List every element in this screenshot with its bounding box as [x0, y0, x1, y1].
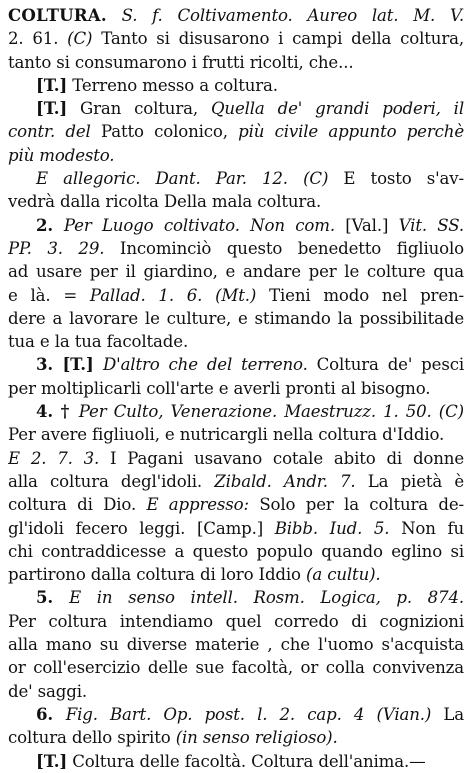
entry-text: Non fu — [389, 518, 464, 538]
sense-marker: [T.] — [36, 74, 68, 95]
entry-text: Terreno messo a coltura. — [67, 75, 278, 95]
sense-marker: 4. † — [36, 401, 79, 422]
entry-text: partirono dalla coltura di loro Iddio — [8, 565, 307, 585]
entry-text: tanto si consumarono i frutti ricolti, che... — [8, 52, 354, 72]
entry-text: Pallad. 1. 6. (Mt.) — [89, 285, 257, 305]
entry-text: or coll'esercizio delle sue facoltà, or colla convivenza — [8, 658, 464, 678]
entry-text: Coltura delle facoltà. Coltura dell'anima.— — [67, 751, 426, 771]
entry-text: Bibb. Iud. 5. — [274, 518, 390, 538]
entry-text: Fig. Bart. Op. post. l. 2. cap. 4 (Vian.) — [65, 704, 432, 724]
entry-line — [8, 703, 464, 726]
entry-text: alla mano su diverse materie , che l'uomo s'acquista — [8, 635, 464, 655]
entry-text: Vit. SS. — [398, 215, 464, 235]
entry-line — [8, 563, 464, 586]
entry-line — [8, 610, 464, 633]
entry-text: Per Culto, Venerazione. Maestruzz. 1. 50. (C) — [78, 402, 464, 422]
entry-line — [8, 400, 464, 423]
entry-line — [8, 447, 464, 470]
entry-line — [8, 4, 464, 27]
entry-line — [8, 586, 464, 609]
sense-marker: [T.] — [62, 354, 103, 375]
entry-line — [8, 27, 464, 50]
entry-text: E allegoric. Dant. Par. 12. (C) — [36, 169, 329, 189]
entry-text: tua e la tua facoltade. — [8, 332, 189, 352]
entry-line — [8, 353, 464, 376]
entry-line — [8, 97, 464, 120]
entry-line — [8, 493, 464, 516]
entry-text: più modesto. — [8, 145, 115, 165]
entry-text: ad usare per il giardino, e andare per le colture qua — [8, 262, 464, 282]
entry-text: contr. del — [8, 122, 91, 142]
entry-text: e là. = — [8, 285, 90, 305]
entry-text: vedrà dalla ricolta Della mala coltura. — [8, 192, 322, 212]
entry-line — [8, 470, 464, 493]
entry-line — [8, 74, 464, 97]
entry-text: E appresso: — [146, 495, 249, 515]
entry-text: I Pagani usavano cotale abito di donne — [99, 448, 464, 468]
entry-line — [8, 750, 464, 773]
entry-line — [8, 656, 464, 679]
headword: COLTURA. — [8, 5, 107, 25]
sense-marker: [T.] — [36, 750, 68, 771]
entry-text: E 2. 7. 3. — [8, 448, 100, 468]
entry-line — [8, 377, 464, 400]
sense-marker: [T.] — [36, 98, 68, 119]
entry-text: Gran coltura, — [67, 99, 211, 119]
entry-text: Per coltura intendiamo quel corredo di cognizioni — [8, 611, 464, 631]
entry-text: (in senso religioso). — [175, 728, 338, 748]
entry-text: La — [431, 704, 464, 724]
entry-line — [8, 726, 464, 749]
entry-line — [8, 633, 464, 656]
entry-text: Per avere figliuoli, e nutricargli nella coltura d'Iddio. — [8, 425, 445, 445]
entry-text: de' saggi. — [8, 681, 88, 701]
entry-text: S. f. Coltivamento. Aureo lat. M. V. — [106, 6, 464, 25]
entry-line — [8, 167, 464, 190]
entry-line — [8, 260, 464, 283]
entry-text: dere a lavorare le culture, e stimando la possibilitade — [8, 308, 464, 328]
entry-text: più civile appunto perchè — [238, 122, 464, 142]
entry-text: Solo per la coltura de- — [248, 495, 464, 515]
entry-line — [8, 51, 464, 74]
entry-text: E tosto s'av- — [328, 169, 464, 189]
entry-line — [8, 190, 464, 213]
entry-text: Quella de' grandi poderi, il — [210, 99, 464, 119]
entry-text: PP. 3. 29. — [8, 238, 105, 258]
entry-text: D'altro che del terreno. — [103, 355, 308, 375]
entry-line — [8, 144, 464, 167]
entry-text: [Val.] — [334, 215, 399, 235]
entry-text: Per Luogo coltivato. Non com. — [63, 215, 335, 235]
entry-text: E in senso intell. Rosm. Logica, p. 874. — [69, 588, 464, 608]
entry-text: coltura dello spirito — [8, 728, 176, 748]
entry-line — [8, 120, 464, 143]
entry-text: Tanto si disusarono i campi della coltura, — [92, 29, 464, 49]
sense-marker: 6. — [36, 703, 66, 724]
sense-marker: 2. — [36, 214, 64, 235]
entry-text: 2. 61. — [8, 29, 68, 49]
sense-marker: 3. — [36, 354, 63, 375]
entry-text: (a cultu). — [306, 565, 381, 585]
entry-text: Patto colonico, — [90, 122, 239, 142]
entry-text: Incominciò questo benedetto figliuolo — [104, 238, 464, 258]
entry-line — [8, 214, 464, 237]
entry-text: alla coltura degl'idoli. — [8, 471, 215, 491]
entry-line — [8, 284, 464, 307]
entry-text: coltura di Dio. — [8, 495, 147, 515]
entry-line — [8, 307, 464, 330]
entry-text: Zibald. Andr. 7. — [214, 471, 356, 491]
entry-line — [8, 423, 464, 446]
entry-line — [8, 330, 464, 353]
entry-text: per moltiplicarli coll'arte e averli pronti al bisogno. — [8, 378, 431, 398]
entry-text: Tieni modo nel pren- — [256, 285, 464, 305]
entry-line — [8, 680, 464, 703]
entry-text: Coltura de' pesci — [307, 355, 464, 375]
entry-line — [8, 237, 464, 260]
sense-marker: 5. — [36, 587, 70, 608]
entry-text: (C) — [67, 29, 93, 49]
entry-text: La pietà è — [355, 471, 464, 491]
entry-line — [8, 540, 464, 563]
entry-line — [8, 517, 464, 540]
entry-text: chi contraddicesse a questo populo quando eglino si — [8, 541, 464, 561]
entry-text: gl'idoli fecero leggi. [Camp.] — [8, 518, 275, 538]
